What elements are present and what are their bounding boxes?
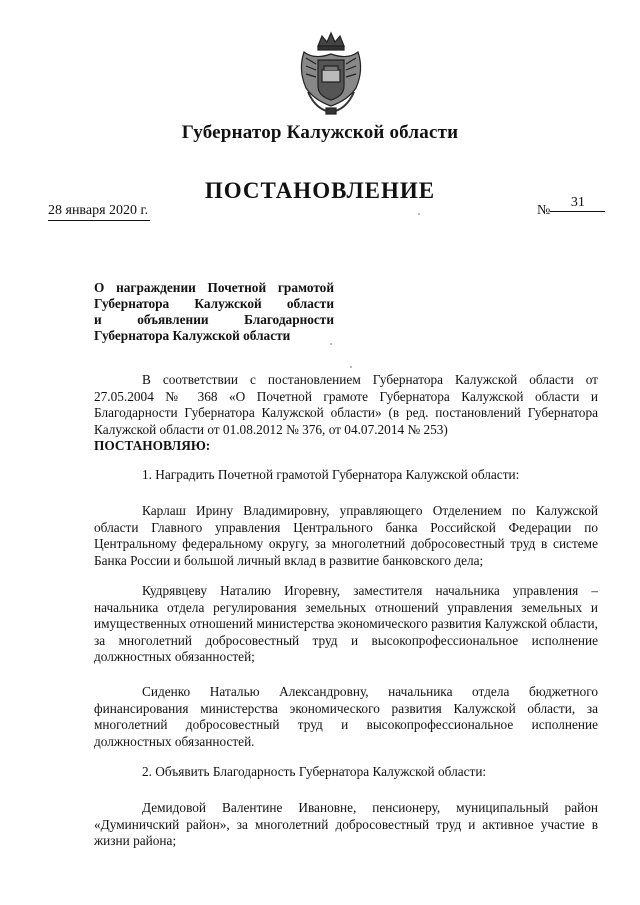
- coat-of-arms-icon: [296, 30, 366, 116]
- decree-word: ПОСТАНОВЛЯЮ:: [94, 438, 211, 453]
- number-value: 31: [550, 195, 605, 212]
- subject-line: О награждении Почетной грамотой: [94, 280, 334, 295]
- award-2-text: Кудрявцеву Наталию Игоревну, заместителя начальника управления – начальника отдела регулирования земельных отношений управления земельных и имущественных отношений министерства экономического развития Калужской области, за многолетний добросовестный труд и высокопрофессиональное исполнение должностных обязанностей;: [94, 583, 598, 664]
- governor-title: Губернатор Калужской области: [181, 122, 459, 143]
- item-2-text: 2. Объявить Благодарность Губернатора Калужской области:: [142, 764, 487, 779]
- decree-subject: [94, 280, 334, 344]
- item-1-text: 1. Наградить Почетной грамотой Губернатора Калужской области:: [142, 467, 520, 482]
- thanks-1-text: Демидовой Валентине Ивановне, пенсионеру, муниципальный район «Думиничский район», за многолетний добросовестный труд и активное участие в жизни района;: [94, 800, 598, 848]
- item-1: [94, 467, 598, 484]
- subject-line: и объявлении Благодарности: [94, 312, 334, 327]
- decree-number: [537, 195, 605, 220]
- award-paragraph: [94, 503, 598, 569]
- award-paragraph: [94, 684, 598, 750]
- award-1-text: Карлаш Ирину Владимировну, управляющего Отделением по Калужской области Главного управления Центрального банка Российской Федерации по Центральному федеральному округу, за многолетний добросовестный труд в системе Банка России и большой личный вклад в развитие банковского дела;: [94, 503, 598, 568]
- award-paragraph: [94, 583, 598, 666]
- scan-speck: [418, 213, 420, 215]
- decree-title: ПОСТАНОВЛЕНИЕ: [204, 178, 436, 203]
- scan-speck: [330, 343, 332, 345]
- preamble-text: В соответствии с постановлением Губернатора Калужской области от 27.05.2004 № 368 «О Почетной грамоте Губернатора Калужской области и Благодарности Губернатора Калужской области» (в ред. постановлений Губернатора Калужской области от 01.08.2012 № 376, от 04.07.2014 № 253): [94, 372, 598, 437]
- decree-date: 28 января 2020 г.: [48, 203, 150, 221]
- item-2: [94, 764, 598, 781]
- award-3-text: Сиденко Наталью Александровну, начальника отдела бюджетного финансирования министерства экономического развития Калужской области, за многолетний добросовестный труд и высокопрофессиональное исполнение должностных обязанностей.: [94, 684, 598, 749]
- subject-line: Губернатора Калужской области: [94, 296, 334, 311]
- preamble-paragraph: [94, 372, 598, 455]
- number-label: №: [537, 203, 551, 218]
- scan-speck: [350, 366, 352, 368]
- thanks-paragraph: [94, 800, 598, 850]
- subject-line: Губернатора Калужской области: [94, 328, 291, 343]
